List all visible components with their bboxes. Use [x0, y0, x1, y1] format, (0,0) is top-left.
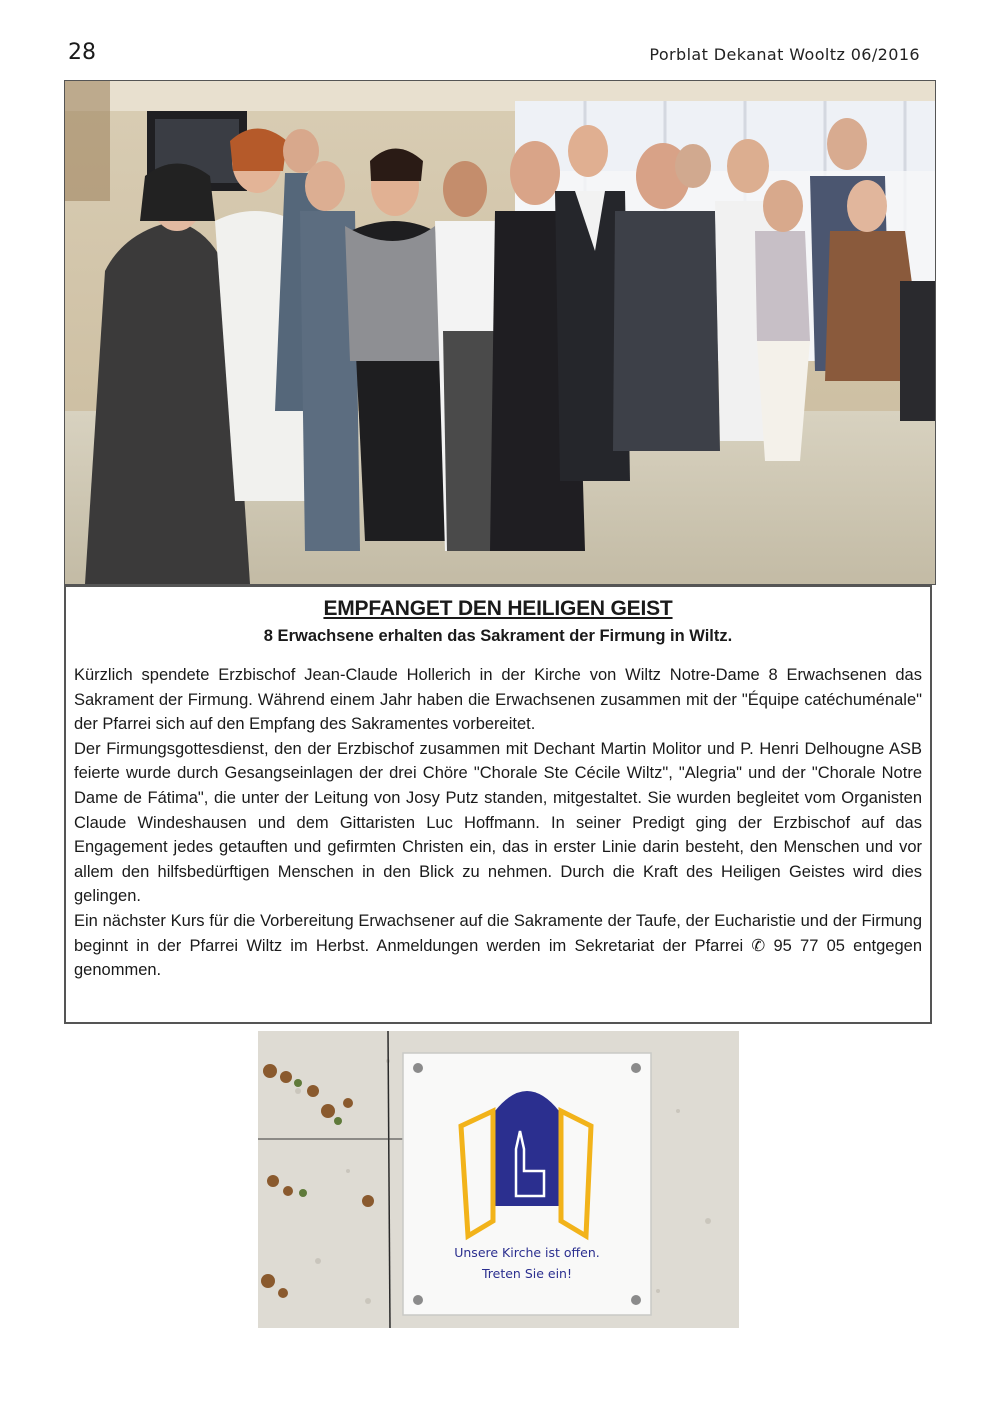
sign-line-1: Unsere Kirche ist offen.	[454, 1245, 600, 1260]
article-headline: EMPFANGET DEN HEILIGEN GEIST	[323, 597, 673, 620]
article-subheadline: 8 Erwachsene erhalten das Sakrament der Firmung in Wiltz.	[263, 627, 733, 645]
article-paragraph: Der Firmungsgottesdienst, den der Erzbischof zusammen mit Dechant Martin Molitor und P. Henri Delhougne ASB feierte wurde durch Gesangseinlagen der drei Chöre "Chorale Ste Cécile Wiltz", "Alegria" und der "Chorale Notre Dame de Fátima", die unter der Leitung von Josy Putz standen, mitgestaltet. Sie wurden begleitet vom Organisten Claude Windeshausen und dem Gittaristen Luc Hoffmann. In seiner Predigt ging der Erzbischof auf das Engagement jedes getauften und gefirmten Christen ein, das in erster Linie darin besteht, den Menschen und vor allem den hilfsbedürftigen Menschen in den Blick zu nehmen. Durch die Kraft des Heiligen Geistes wird dies gelingen.	[74, 739, 922, 906]
group-photo	[64, 80, 936, 585]
article-paragraph: Ein nächster Kurs für die Vorbereitung Erwachsener auf die Sakramente der Taufe, der Eucharistie und der Firmung beginnt in der Pfarrei Wiltz im Herbst. Anmeldungen werden im Sekretariat der Pfarrei ✆ 95 77 05 entgegen genommen.	[74, 911, 922, 980]
church-sign-illustration	[258, 1031, 739, 1328]
sign-line-2: Treten Sie ein!	[481, 1266, 573, 1281]
church-sign-photo	[258, 1031, 739, 1328]
group-photo-illustration	[65, 81, 935, 584]
article-box	[64, 585, 932, 1024]
article-paragraph: Kürzlich spendete Erzbischof Jean-Claude Hollerich in der Kirche von Wiltz Notre-Dame 8 Erwachsenen das Sakrament der Firmung. Während einem Jahr haben die Erwachsenen zusammen mit der "Équipe catéchuménale" der Pfarrei sich auf den Empfang des Sakramentes vorbereitet.	[74, 666, 922, 734]
publication-header: Porblat Dekanat Wooltz 06/2016	[649, 45, 920, 64]
page-number: 28	[68, 40, 96, 65]
article-body	[74, 663, 922, 983]
